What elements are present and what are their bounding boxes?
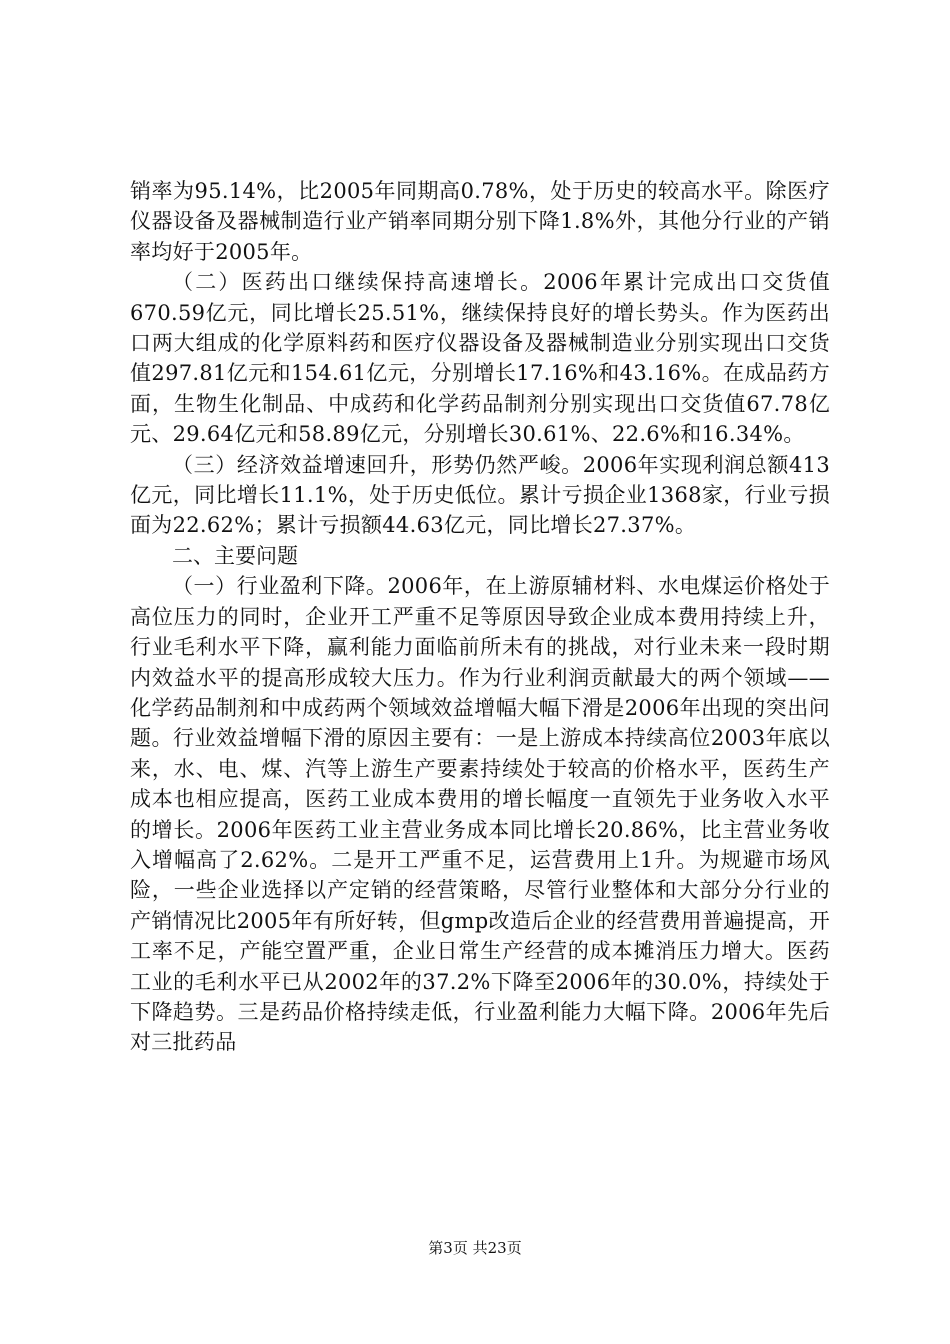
section-heading: 二、主要问题 [172, 543, 298, 568]
paragraph-continuation: 销率为95.14%，比2005年同期高0.78%，处于历史的较高水平。除医疗仪器设备及器械制造行业产销率同期分别下降1.8%外，其他分行业的产销率均好于2005年。 [130, 179, 830, 264]
document-body [130, 176, 830, 1058]
page-footer: 第3页 共23页 [428, 1239, 522, 1257]
paragraph-profit-recovery: （三）经济效益增速回升，形势仍然严峻。2006年实现利润总额413亿元，同比增长11.1%，处于历史低位。累计亏损企业1368家，行业亏损面为22.62%；累计亏损额44.63亿元，同比增长27.37%。 [130, 452, 830, 538]
paragraph-profit-decline: （一）行业盈利下降。2006年，在上游原辅材料、水电煤运价格处于高位压力的同时，企业开工严重不足等原因导致企业成本费用持续上升，行业毛利水平下降，赢利能力面临前所未有的挑战，对行业未来一段时期内效益水平的提高形成较大压力。作为行业利润贡献最大的两个领域——化学药品制剂和中成药两个领域效益增幅大幅下滑是2006年出现的突出问题。行业效益增幅下滑的原因主要有：一是上游成本持续高位2003年底以来，水、电、煤、汽等上游生产要素持续处于较高的价格水平，医药生产成本也相应提高，医药工业成本费用的增长幅度一直领先于业务收入水平的增长。2006年医药工业主营业务成本同比增长20.86%，比主营业务收入增幅高了2.62%。二是开工严重不足，运营费用上1升。为规避市场风险，一些企业选择以产定销的经营策略，尽管行业整体和大部分分行业的产销情况比2005年有所好转，但gmp改造后企业的经营费用普遍提高，开工率不足，产能空置严重，企业日常生产经营的成本摊消压力增大。医药工业的毛利水平已从2002年的37.2%下降至2006年的30.0%，持续处于下降趋势。三是药品价格持续走低，行业盈利能力大幅下降。2006年先后对三批药品 [130, 574, 830, 1055]
paragraph-export-growth: （二）医药出口继续保持高速增长。2006年累计完成出口交货值670.59亿元，同比增长25.51%，继续保持良好的增长势头。作为医药出口两大组成的化学原料药和医疗仪器设备及器械制造业分别实现出口交货值297.81亿元和154.61亿元，分别增长17.16%和43.16%。在成品药方面，生物生化制品、中成药和化学药品制剂分别实现出口交货值67.78亿元、29.64亿元和58.89亿元，分别增长30.61%、22.6%和16.34%。 [130, 270, 830, 447]
